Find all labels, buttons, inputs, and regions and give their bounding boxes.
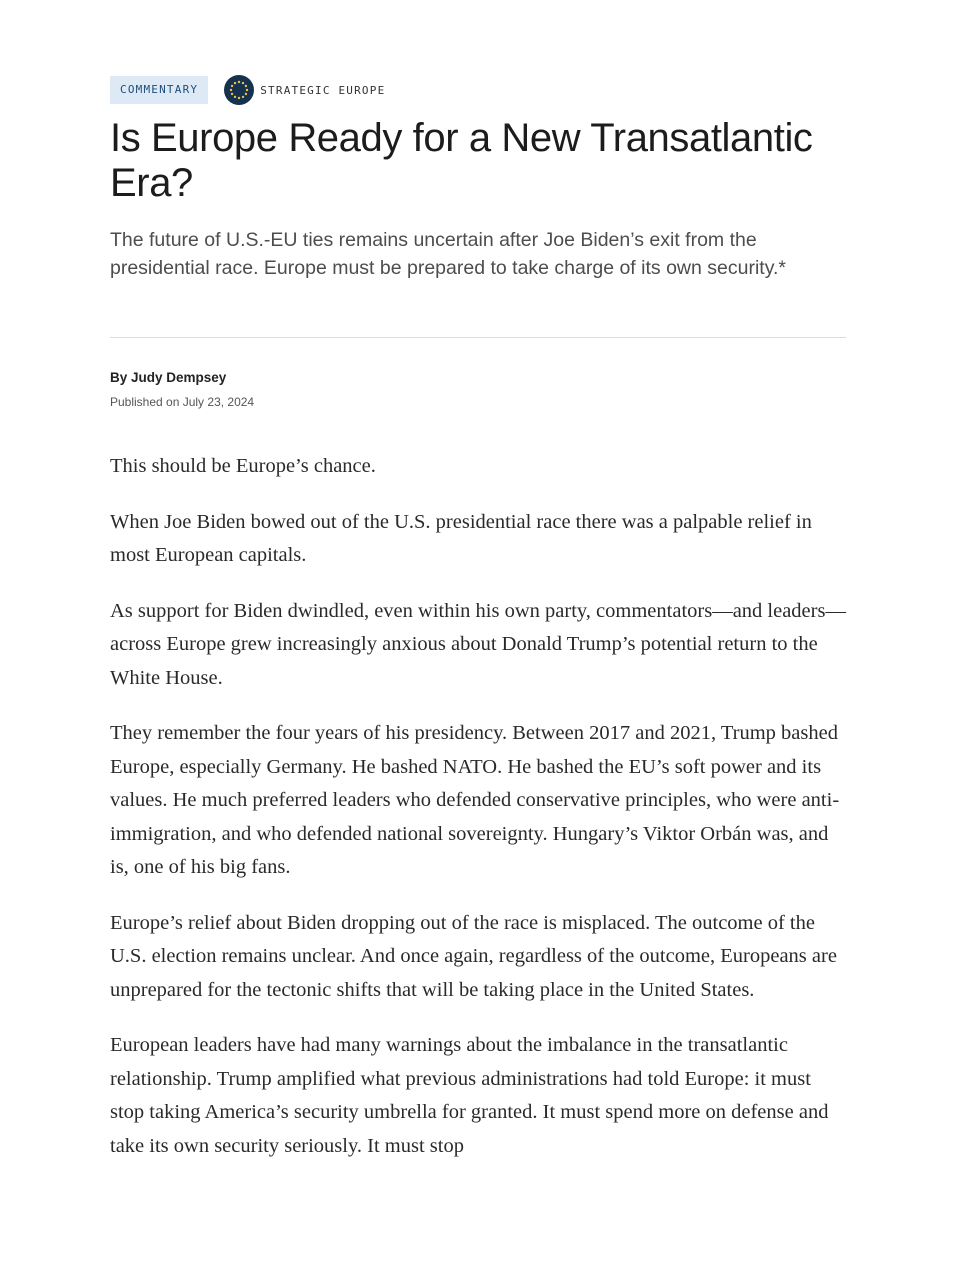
publish-date: Published on July 23, 2024 <box>110 395 255 409</box>
strategic-europe-blog-link[interactable] <box>224 75 385 105</box>
article-tags <box>110 74 385 106</box>
body-paragraph: When Joe Biden bowed out of the U.S. presidential race there was a palpable relief in most European capitals. <box>110 510 812 566</box>
header-divider <box>110 337 846 338</box>
strategic-europe-label: STRATEGIC EUROPE <box>260 83 386 97</box>
eu-stars-logo-icon <box>224 75 254 105</box>
author-byline[interactable]: By Judy Dempsey <box>110 370 227 385</box>
article-dek: The future of U.S.-EU ties remains uncertain after Joe Biden’s exit from the presidential race. Europe must be prepared to take charge of its own security.* <box>110 229 786 279</box>
body-paragraph: European leaders have had many warnings about the imbalance in the transatlantic relationship. Trump amplified what previous administrations had told Europe: it must stop taking America’s security umbrella for granted. It must spend more on defense and take its own security seriously. It must stop <box>110 1034 829 1157</box>
commentary-tag[interactable]: COMMENTARY <box>110 76 208 104</box>
article-title: Is Europe Ready for a New Transatlantic Era? <box>110 116 813 205</box>
article-body <box>110 450 850 1185</box>
body-paragraph: They remember the four years of his presidency. Between 2017 and 2021, Trump bashed Europe, especially Germany. He bashed NATO. He bashed the EU’s soft power and its values. He much preferred leaders who defended conservative principles, who were anti-immigration, and who defended national sovereignty. Hungary’s Viktor Orbán was, and is, one of his big fans. <box>110 722 840 878</box>
body-paragraph: Europe’s relief about Biden dropping out of the race is misplaced. The outcome of the U.S. election remains unclear. And once again, regardless of the outcome, Europeans are unprepared for the tectonic shifts that will be taking place in the United States. <box>110 911 837 1001</box>
body-paragraph: As support for Biden dwindled, even within his own party, commentators—and leaders—across Europe grew increasingly anxious about Donald Trump’s potential return to the White House. <box>110 599 846 689</box>
body-paragraph: This should be Europe’s chance. <box>110 455 376 477</box>
